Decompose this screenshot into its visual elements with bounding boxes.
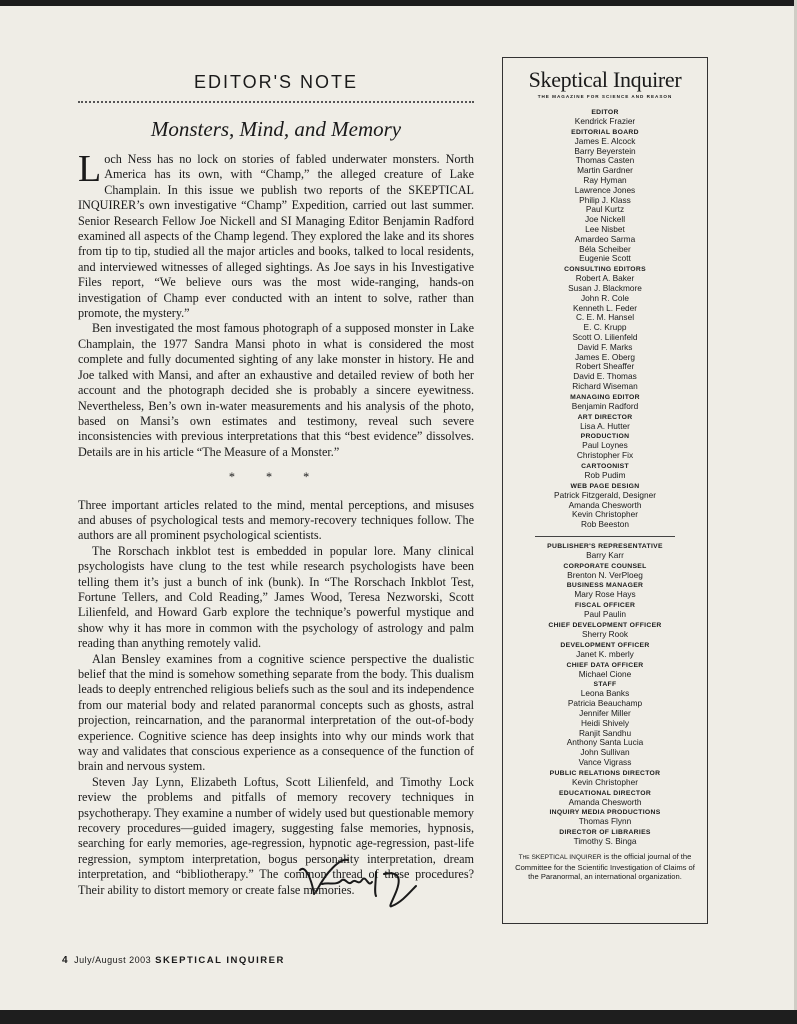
masthead-name: Lisa A. Hutter <box>580 420 630 431</box>
masthead-name: Sherry Rook <box>581 629 629 640</box>
masthead-name: Béla Scheiber <box>579 243 631 254</box>
masthead-name: Michael Cione <box>578 668 632 679</box>
masthead-name: Susan J. Blackmore <box>568 282 642 293</box>
masthead-name: David E. Thomas <box>573 371 637 382</box>
masthead-role: WEB PAGE DESIGN <box>570 482 640 490</box>
masthead-name: Paul Kurtz <box>585 204 625 215</box>
masthead-name: Barry Beyerstein <box>574 145 636 156</box>
masthead-name: Vance Vigrass <box>578 757 632 768</box>
masthead-name: John R. Cole <box>581 292 629 303</box>
masthead-role: EDUCATIONAL DIRECTOR <box>558 789 652 797</box>
masthead-name: Paul Loynes <box>582 440 628 451</box>
masthead-rule <box>535 536 675 537</box>
bottom-edge <box>0 1010 797 1024</box>
masthead-name: James E. Oberg <box>575 351 635 362</box>
masthead-role: CHIEF DEVELOPMENT OFFICER <box>548 622 662 630</box>
masthead-name: Ranjit Sandhu <box>578 727 632 738</box>
masthead-name: Philip J. Klass <box>579 194 631 205</box>
staff-list-2 <box>503 542 707 847</box>
masthead-role: EDITORIAL BOARD <box>571 128 639 136</box>
masthead-name: Rob Pudim <box>584 469 626 480</box>
magazine-logo: Skeptical Inquirer <box>528 67 682 92</box>
masthead-name: John Sullivan <box>580 747 630 758</box>
paragraph: Steven Jay Lynn, Elizabeth Loftus, Scott Lilienfeld, and Timothy Lock review the problems and pitfalls of memory recovery techniques in psychotherapy. They examine a number of widely used but questionable memory recovery procedures—guided imagery, suggesting false memories, hypnosis, searching for early memories, age-regression, hypnotic age-regression, past-life regression, symptom interpretation, bogus personality interpretation, dream interpretation, and “bibliotherapy.” The common thread of these procedures? Their ability to distort memory or create false memories. <box>78 774 474 897</box>
page-number: 4 <box>62 955 69 966</box>
magazine-name: SKEPTICAL INQUIRER <box>155 955 285 966</box>
masthead-role: INQUIRY MEDIA PRODUCTIONS <box>549 809 661 817</box>
note-lead: The SKEPTICAL INQUIRER <box>518 854 602 862</box>
masthead-name: Eugenie Scott <box>579 253 631 264</box>
masthead-name: Kendrick Frazier <box>574 116 636 126</box>
masthead-name: Brenton N. VerPloeg <box>567 569 643 580</box>
masthead-name: Christopher Fix <box>576 450 634 461</box>
drop-cap: L <box>78 148 102 190</box>
page-footer <box>62 955 285 966</box>
masthead-name: Amardeo Sarma <box>574 233 636 244</box>
masthead-name: Kenneth L. Feder <box>572 302 638 313</box>
issue-date: July/August 2003 <box>74 955 152 965</box>
masthead-name: Paul Paulin <box>584 609 626 620</box>
masthead-name: David F. Marks <box>577 341 633 352</box>
masthead-name: Barry Karr <box>586 549 624 560</box>
masthead-name: Robert A. Baker <box>575 273 635 284</box>
masthead-name: Mary Rose Hays <box>574 589 636 600</box>
masthead-name: Leona Banks <box>580 688 630 699</box>
paragraph: Three important articles related to the mind, mental perceptions, and misuses and abuses of psychological tests and memory-recovery techniques follow. The authors are all prominent psychological scientists. <box>78 497 474 543</box>
article-body <box>78 148 474 898</box>
masthead-role: BUSINESS MANAGER <box>566 582 644 590</box>
masthead-name: Kevin Christopher <box>572 509 638 520</box>
masthead-role: STAFF <box>593 681 617 689</box>
masthead-name: Martin Gardner <box>577 165 633 176</box>
masthead-name: Patrick Fitzgerald, Designer <box>554 489 656 500</box>
masthead-name: Lawrence Jones <box>574 184 636 195</box>
masthead-role: PRODUCTION <box>580 433 630 441</box>
masthead-role: ART DIRECTOR <box>577 413 633 421</box>
masthead-name: Lee Nisbet <box>585 223 625 234</box>
masthead-name: Amanda Chesworth <box>568 499 642 510</box>
masthead-role: FISCAL OFFICER <box>574 602 636 610</box>
masthead-name: Ray Hyman <box>583 174 627 185</box>
masthead-role: CARTOONIST <box>581 462 629 470</box>
top-edge <box>0 0 797 6</box>
paragraph-text: och Ness has no lock on stories of fabled underwater monsters. North America has its own, with “Champ,” the alleged creature of Lake Champlain. In this issue we publish two reports of the SKEPTICAL INQUIRER’s own investigative “Champ” Expedition, carried out last summer. Senior Research Fellow Joe Nickell and SI Managing Editor Benjamin Radford examined all aspects of the Champ legend. They explored the lake and its shores from tip to tip, studied all the major articles and books, talked to local residents, and interviewed witnesses of alleged sightings. As Joe says in his Investigative Files report, “We believe ours was the most wide-ranging, hands-on investigation of Champ ever conducted with an intent to solve, rather than promote, the mystery.” <box>78 152 474 321</box>
masthead-name: Kevin Christopher <box>572 776 638 787</box>
masthead-role: PUBLISHER'S REPRESENTATIVE <box>547 542 663 550</box>
editor-signature <box>292 852 442 910</box>
paragraph: The Rorschach inkblot test is embedded in popular lore. Many clinical psychologists have clung to the test while research psychologists have been telling them it’s just a bunch of ink (bunk). In “The Rorschach Inkblot Test, Fortune Tellers, and Cold Reading,” James Wood, Teresa Nezworski, Scott Lilienfeld, and Howard Garb explore the technique’s powerful mystique and show why it has more in common with the psychology of astrology and palm reading than anything remotely valid. <box>78 543 474 651</box>
masthead-name: Scott O. Lilienfeld <box>572 331 638 342</box>
masthead-role: CONSULTING EDITORS <box>564 266 646 274</box>
masthead-name: Benjamin Radford <box>571 400 639 411</box>
masthead-name: Anthony Santa Lucia <box>566 737 644 748</box>
article-title: Monsters, Mind, and Memory <box>150 117 402 141</box>
masthead-role: PUBLIC RELATIONS DIRECTOR <box>549 769 661 777</box>
masthead-name: E. C. Krupp <box>583 322 627 333</box>
section-header: EDITOR'S NOTE <box>193 72 359 92</box>
masthead-name: Amanda Chesworth <box>568 796 642 807</box>
section-separator: * * * <box>228 470 324 485</box>
masthead-name: Thomas Flynn <box>578 816 632 827</box>
masthead-name: Thomas Casten <box>575 155 635 166</box>
masthead-role: CORPORATE COUNSEL <box>563 562 647 570</box>
masthead-note <box>513 852 697 882</box>
masthead-role: MANAGING EDITOR <box>570 393 640 401</box>
masthead-role: CHIEF DATA OFFICER <box>566 661 644 669</box>
masthead-name: Robert Sheaffer <box>575 361 635 372</box>
masthead-role: EDITOR <box>591 109 619 116</box>
masthead-name: Joe Nickell <box>584 214 626 225</box>
masthead-name: Patricia Beauchamp <box>567 698 643 709</box>
paragraph <box>78 148 474 321</box>
masthead-role: DIRECTOR OF LIBRARIES <box>559 829 651 837</box>
masthead-name: Janet K. mberly <box>576 648 634 659</box>
masthead-box <box>502 57 708 924</box>
dotted-rule <box>78 101 474 103</box>
paragraph: Alan Bensley examines from a cognitive science perspective the dualistic belief that the mind is somehow something separate from the body. This dualism leads to deeply entrenched religious beliefs such as the soul and its independence from our material body and related paranormal concepts such as ghosts, astral projection, reincarnation, and the paranormal interpretation of the out-of-body experience. Cognitive science has deep insights into why our minds work that way and validates that conscious experience as a consequence of the function of brain and nervous system. <box>78 651 474 774</box>
note-text: is the official journal of the Committee for the Scientific Investigation of Claims of the Paranormal, an international organization. <box>515 852 695 882</box>
masthead-name: Richard Wiseman <box>572 380 638 391</box>
masthead-name: C. E. M. Hansel <box>575 312 635 323</box>
staff-list <box>503 108 707 530</box>
masthead-name: Rob Beeston <box>581 519 629 530</box>
masthead-name: Heidi Shively <box>581 717 629 728</box>
masthead-role: DEVELOPMENT OFFICER <box>560 641 650 649</box>
masthead-name: James E. Alcock <box>574 135 636 146</box>
magazine-tagline: THE MAGAZINE FOR SCIENCE AND REASON <box>537 94 673 99</box>
masthead-name: Jennifer Miller <box>579 708 631 719</box>
masthead-name: Timothy S. Binga <box>573 836 637 847</box>
paragraph: Ben investigated the most famous photograph of a supposed monster in Lake Champlain, the 1977 Sandra Mansi photo in what is considered the most complete and fully documented sighting of any lake monster in history. He and Joe talked with Mansi, and after an exhaustive and detailed review of both her account and the photograph decided she is probably a sincere eyewitness. Nevertheless, Ben’s own in-water measurements and his analysis of the photo, based on Mansi’s own estimates and testimony, reveal such severe inconsistencies with previous interpretations that this “best evidence” dissolves. Details are in his article “The Measure of a Monster.” <box>78 321 474 459</box>
